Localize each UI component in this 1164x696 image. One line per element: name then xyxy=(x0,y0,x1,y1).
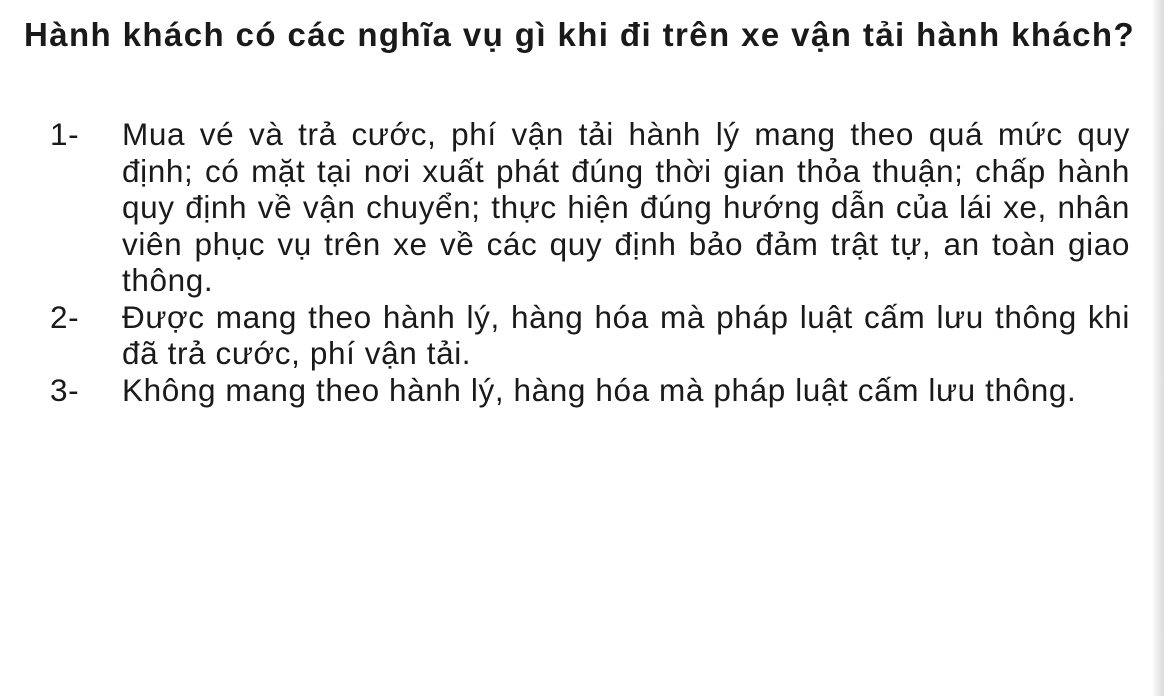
answer-number: 2- xyxy=(50,298,80,335)
answer-option-2[interactable] xyxy=(50,299,1130,372)
answer-number: 3- xyxy=(50,371,80,408)
answer-list xyxy=(50,116,1130,408)
answer-text: Không mang theo hành lý, hàng hóa mà pháp luật cấm lưu thông. xyxy=(122,371,1077,408)
page-edge-shadow xyxy=(1152,0,1164,696)
question-text: Hành khách có các nghĩa vụ gì khi đi trên xe vận tải hành khách? xyxy=(24,16,1136,53)
answer-text: Mua vé và trả cước, phí vận tải hành lý mang theo quá mức quy định; có mặt tại nơi xuất phát đúng thời gian thỏa thuận; chấp hành quy định về vận chuyển; thực hiện đúng hướng dẫn của lái xe, nhân viên phục vụ trên xe về các quy định bảo đảm trật tự, an toàn giao thông. xyxy=(122,116,1130,298)
answer-number: 1- xyxy=(50,116,80,152)
answer-option-1[interactable] xyxy=(50,116,1130,299)
answer-option-3[interactable] xyxy=(50,372,1130,409)
answer-text: Được mang theo hành lý, hàng hóa mà pháp luật cấm lưu thông khi đã trả cước, phí vận tải. xyxy=(122,298,1130,371)
